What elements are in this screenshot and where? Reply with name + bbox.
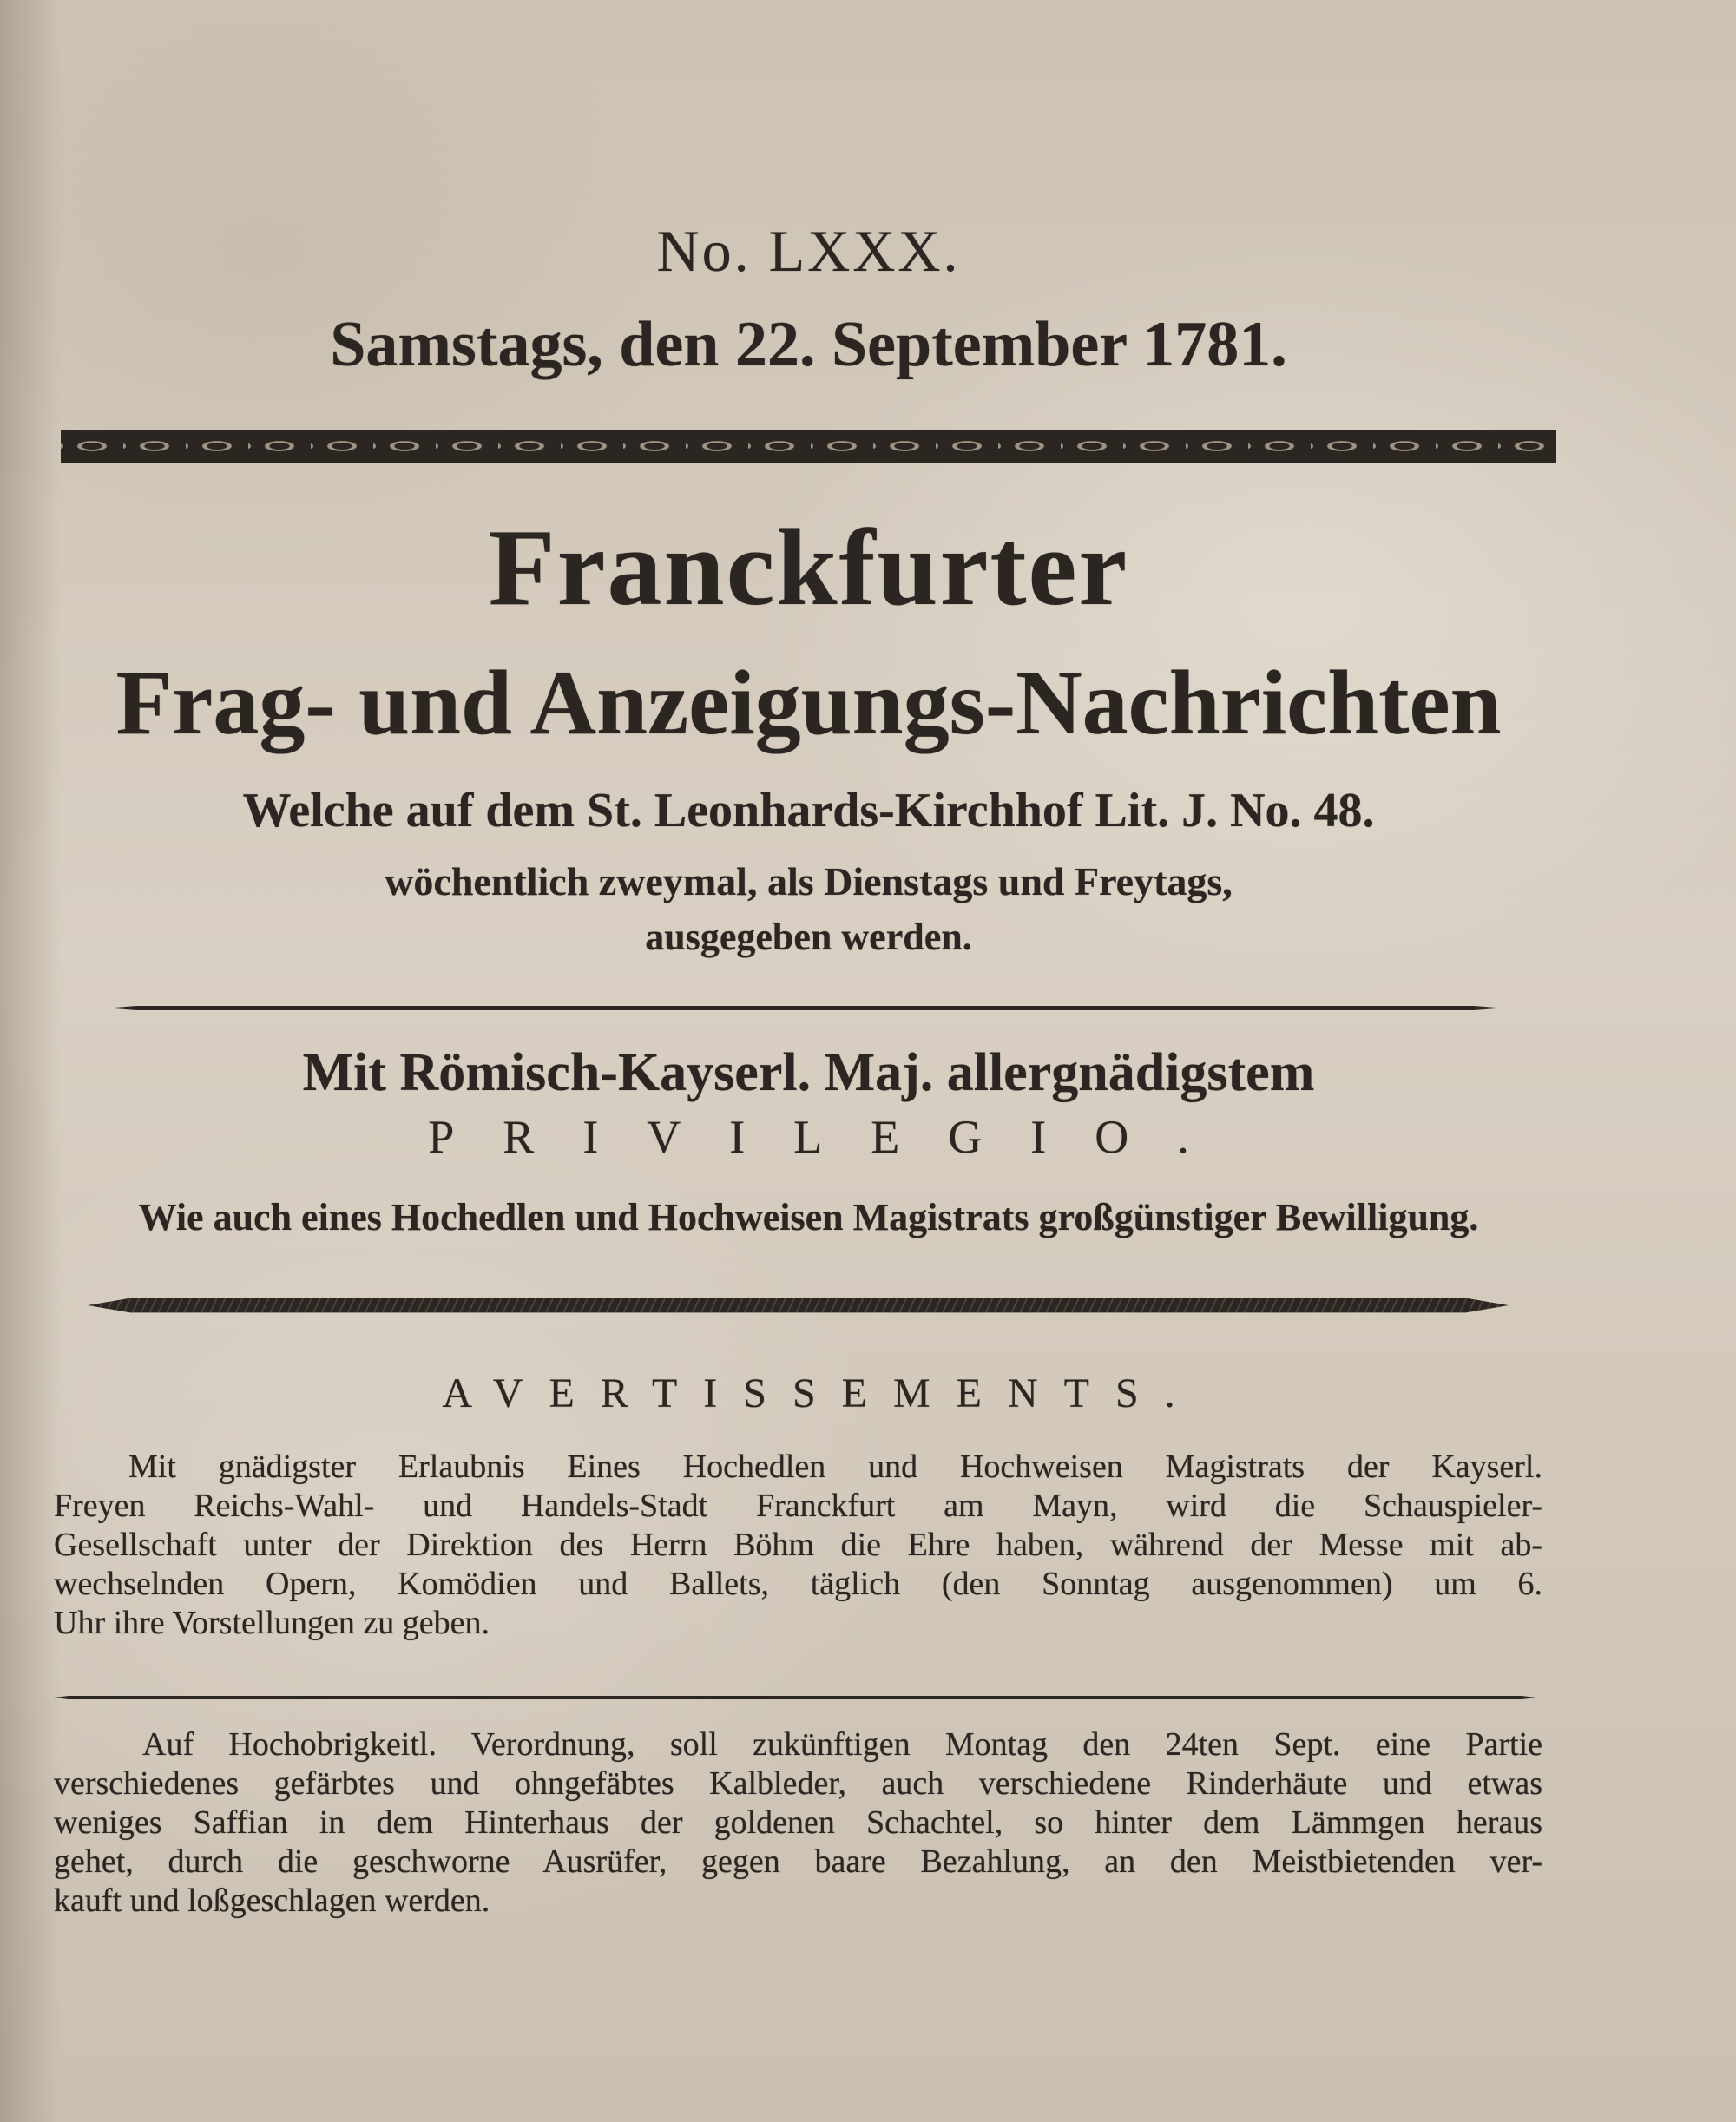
advertisement-line: wechselnden Opern, Komödien und Ballets, täglich (den Sonntag ausgenommen) um 6. <box>54 1566 1542 1602</box>
advertisement-line: gehet, durch die geschworne Ausrüfer, gegen baare Bezahlung, an den Meistbietenden ver- <box>54 1843 1542 1880</box>
advertisement-line: Mit gnädigster Erlaubnis Eines Hochedlen und Hochweisen Magistrats der Kayserl. <box>128 1449 1542 1485</box>
advertisement-auction <box>54 1725 1542 1921</box>
publisher-address-line: Welche auf dem St. Leonhards-Kirchhof Lit. J. No. 48. <box>242 784 1375 838</box>
masthead-title: Franckfurter <box>488 508 1129 628</box>
divider-rule <box>108 1006 1502 1010</box>
masthead-subtitle: Frag- und Anzeigungs-Nachrichten <box>115 652 1502 753</box>
advertisement-line: Uhr ihre Vorstellungen zu geben. <box>54 1605 490 1641</box>
advertisement-theatre <box>54 1448 1542 1643</box>
publication-schedule-line: wöchentlich zweymal, als Dienstags und Freytags, <box>385 859 1233 903</box>
advertisement-line: verschiedenes gefärbtes und ohngefäbtes Kalbleder, auch verschiedene Rinderhäute und etwas <box>54 1765 1542 1802</box>
privilege-title: PRIVILEGIO. <box>428 1111 1238 1163</box>
advertisement-line: Gesellschaft unter der Direktion des Herrn Böhm die Ehre haben, während der Messe mit ab- <box>54 1527 1542 1563</box>
advertisement-line: weniges Saffian in dem Hinterhaus der goldenen Schachtel, so hinter dem Lämmgen heraus <box>54 1804 1542 1841</box>
magistrate-approval-line: Wie auch eines Hochedlen und Hochweisen Magistrats großgünstiger Bewilligung. <box>138 1196 1479 1238</box>
ornamental-chain-border <box>61 430 1556 463</box>
advertisement-line: kauft und loßgeschlagen werden. <box>54 1882 490 1919</box>
privilege-line: Mit Römisch-Kayserl. Maj. allergnädigstem <box>302 1043 1315 1102</box>
advertisement-separator-rule <box>54 1696 1536 1699</box>
issue-number: No. LXXX. <box>656 218 961 284</box>
date-line: Samstags, den 22. September 1781. <box>330 309 1287 380</box>
advertisement-line: Freyen Reichs-Wahl- und Handels-Stadt Franckfurt am Mayn, wird die Schauspieler- <box>54 1488 1542 1524</box>
thick-divider-rule <box>88 1296 1509 1315</box>
advertisement-line: Auf Hochobrigkeitl. Verordnung, soll zukünftigen Montag den 24ten Sept. eine Partie <box>142 1726 1542 1763</box>
publication-schedule-line-2: ausgegeben werden. <box>645 916 972 958</box>
section-heading: AVERTISSEMENTS. <box>442 1370 1201 1416</box>
